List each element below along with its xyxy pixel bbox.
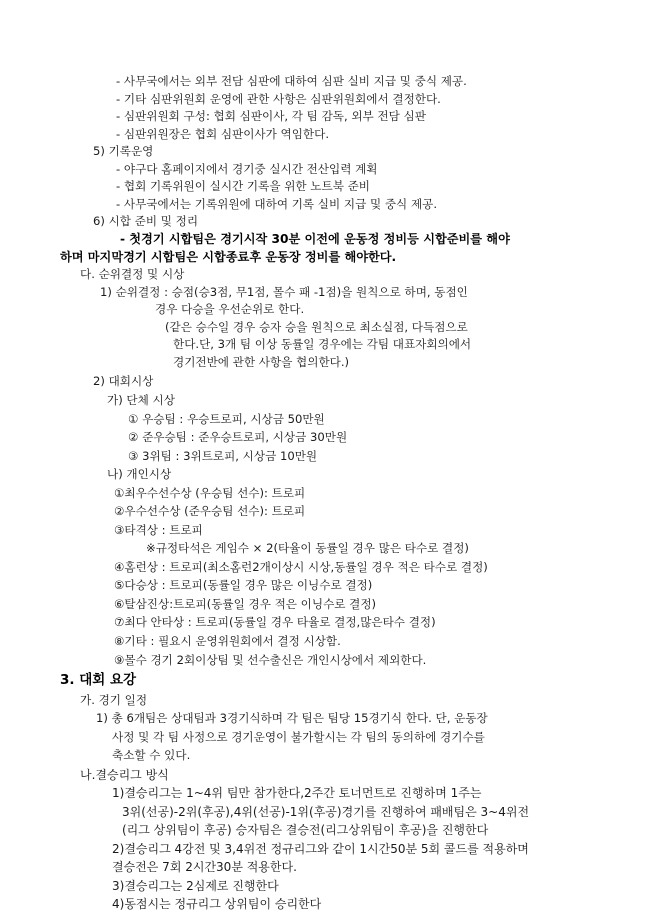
league-line-4: 2)결승리그 4강전 및 3,4위전 정규리그와 같이 1시간50분 5회 콜드를 적용하며 — [112, 841, 529, 856]
team-awards-heading: 가) 단체 시상 — [107, 393, 175, 407]
batting-rule-note: ※규정타석은 게임수 × 2(타율이 동률일 경우 많은 타수로 결정) — [146, 541, 469, 556]
individual-award-4: ④홈런상 : 트로피(최소홈런2개이상시 시상,동률일 경우 적은 타수로 결정) — [114, 559, 488, 574]
awards-heading: 2) 대회시상 — [93, 374, 154, 389]
section-3-heading: 3. 대회 요강 — [60, 671, 137, 688]
records-line-2: - 협회 기록위원이 실시간 기록을 위한 노트북 준비 — [116, 179, 370, 194]
ranking-heading: 다. 순위결정 및 시상 — [80, 267, 185, 282]
schedule-heading: 가. 경기 일정 — [80, 692, 148, 707]
individual-award-9: ⑨몰수 경기 2회이상팀 및 선수출신은 개인시상에서 제외한다. — [114, 652, 427, 667]
records-line-1: - 야구다 홈페이지에서 경기중 실시간 전산입력 계획 — [116, 161, 378, 176]
individual-award-2: ②우수선수상 (준우승팀 선수): 트로피 — [114, 504, 306, 519]
league-line-3: (리그 상위팀이 후공) 승자팀은 결승전(리그상위팀이 후공)을 진행한다 — [122, 823, 489, 838]
ranking-rule-2: 경우 다승을 우선순위로 한다. — [155, 302, 305, 317]
team-award-3: ③ 3위팀 : 3위트로피, 시상금 10만원 — [128, 448, 318, 463]
ranking-rule-4: 한다.단, 3개 팀 이상 동률일 경우에는 각팀 대표자회의에서 — [173, 337, 472, 352]
league-line-7: 4)동점시는 정규리그 상위팀이 승리한다 — [112, 897, 322, 912]
ranking-rule-5: 경기전반에 관한 사항을 협의한다.) — [173, 354, 350, 369]
individual-award-7: ⑦최다 안타상 : 트로피(동률일 경우 타율로 결정,많은타수 결정) — [114, 615, 436, 630]
schedule-line-1: 1) 총 6개팀은 상대팀과 3경기식하며 각 팀은 팀당 15경기식 한다. 단, 운동장 — [96, 711, 488, 726]
records-heading: 5) 기록운영 — [93, 144, 154, 159]
individual-award-6: ⑥탈삼진상:트로피(동률일 경우 적은 이닝수로 결정) — [114, 596, 377, 611]
individual-award-8: ⑧기타 : 필요시 운영위원회에서 결정 시상함. — [114, 633, 341, 648]
records-line-3: - 사무국에서는 기록위원에 대하여 기록 실비 지급 및 중식 제공. — [116, 196, 438, 211]
individual-award-1: ①최우수선수상 (우승팀 선수): 트로피 — [114, 485, 306, 500]
team-award-1: ① 우승팀 : 우승트로피, 시상금 50만원 — [128, 411, 325, 426]
league-line-1: 1)결승리그는 1~4위 팀만 참가한다,2주간 토너먼트로 진행하며 1주는 — [112, 786, 482, 801]
team-award-2: ② 준우승팀 : 준우승트로피, 시상금 30만원 — [128, 430, 348, 445]
prep-heading: 6) 시합 준비 및 정리 — [93, 214, 199, 229]
ranking-rule-1: 1) 순위결정 : 승점(승3점, 무1점, 몰수 패 -1점)을 원칙으로 하며, 동점인 — [100, 284, 468, 299]
schedule-line-2: 사정 및 각 팀 사정으로 경기운영이 불가할시는 각 팀의 동의하에 경기수를 — [112, 729, 485, 744]
league-line-6: 3)결승리그는 2심제로 진행한다 — [112, 878, 279, 893]
admin-line-1: - 사무국에서는 외부 전담 심판에 대하여 심판 실비 지급 및 중식 제공. — [116, 74, 467, 88]
prep-bold-line-2: 하며 마지막경기 시합팀은 시합종료후 운동장 정비를 해야한다. — [60, 249, 397, 264]
league-line-5: 결승전은 7회 2시간30분 적용한다. — [112, 860, 297, 875]
league-heading: 나.결승리그 방식 — [80, 767, 169, 782]
league-line-2: 3위(선공)-2위(후공),4위(선공)-1위(후공)경기를 진행하여 패배팀은 3~4위전 — [122, 804, 530, 819]
admin-line-3: - 심판위원회 구성: 협회 심판이사, 각 팀 감독, 외부 전담 심판 — [116, 109, 426, 124]
prep-bold-line-1: - 첫경기 시합팀은 경기시작 30분 이전에 운동정 정비등 시합준비를 해야 — [120, 232, 510, 247]
admin-line-2: - 기타 심판위원회 운영에 관한 사항은 심판위원회에서 결정한다. — [116, 91, 441, 106]
individual-awards-heading: 나) 개인시상 — [107, 467, 172, 482]
ranking-rule-3: (같은 승수일 경우 승자 승을 원칙으로 최소실점, 다득점으로 — [165, 319, 468, 334]
individual-award-5: ⑤다승상 : 트로피(동률일 경우 많은 이닝수로 결정) — [114, 578, 373, 593]
admin-line-4: - 심판위원장은 협회 심판이사가 역임한다. — [116, 126, 330, 141]
individual-award-3: ③타격상 : 트로피 — [114, 522, 203, 537]
schedule-line-3: 축소할 수 있다. — [112, 748, 191, 763]
